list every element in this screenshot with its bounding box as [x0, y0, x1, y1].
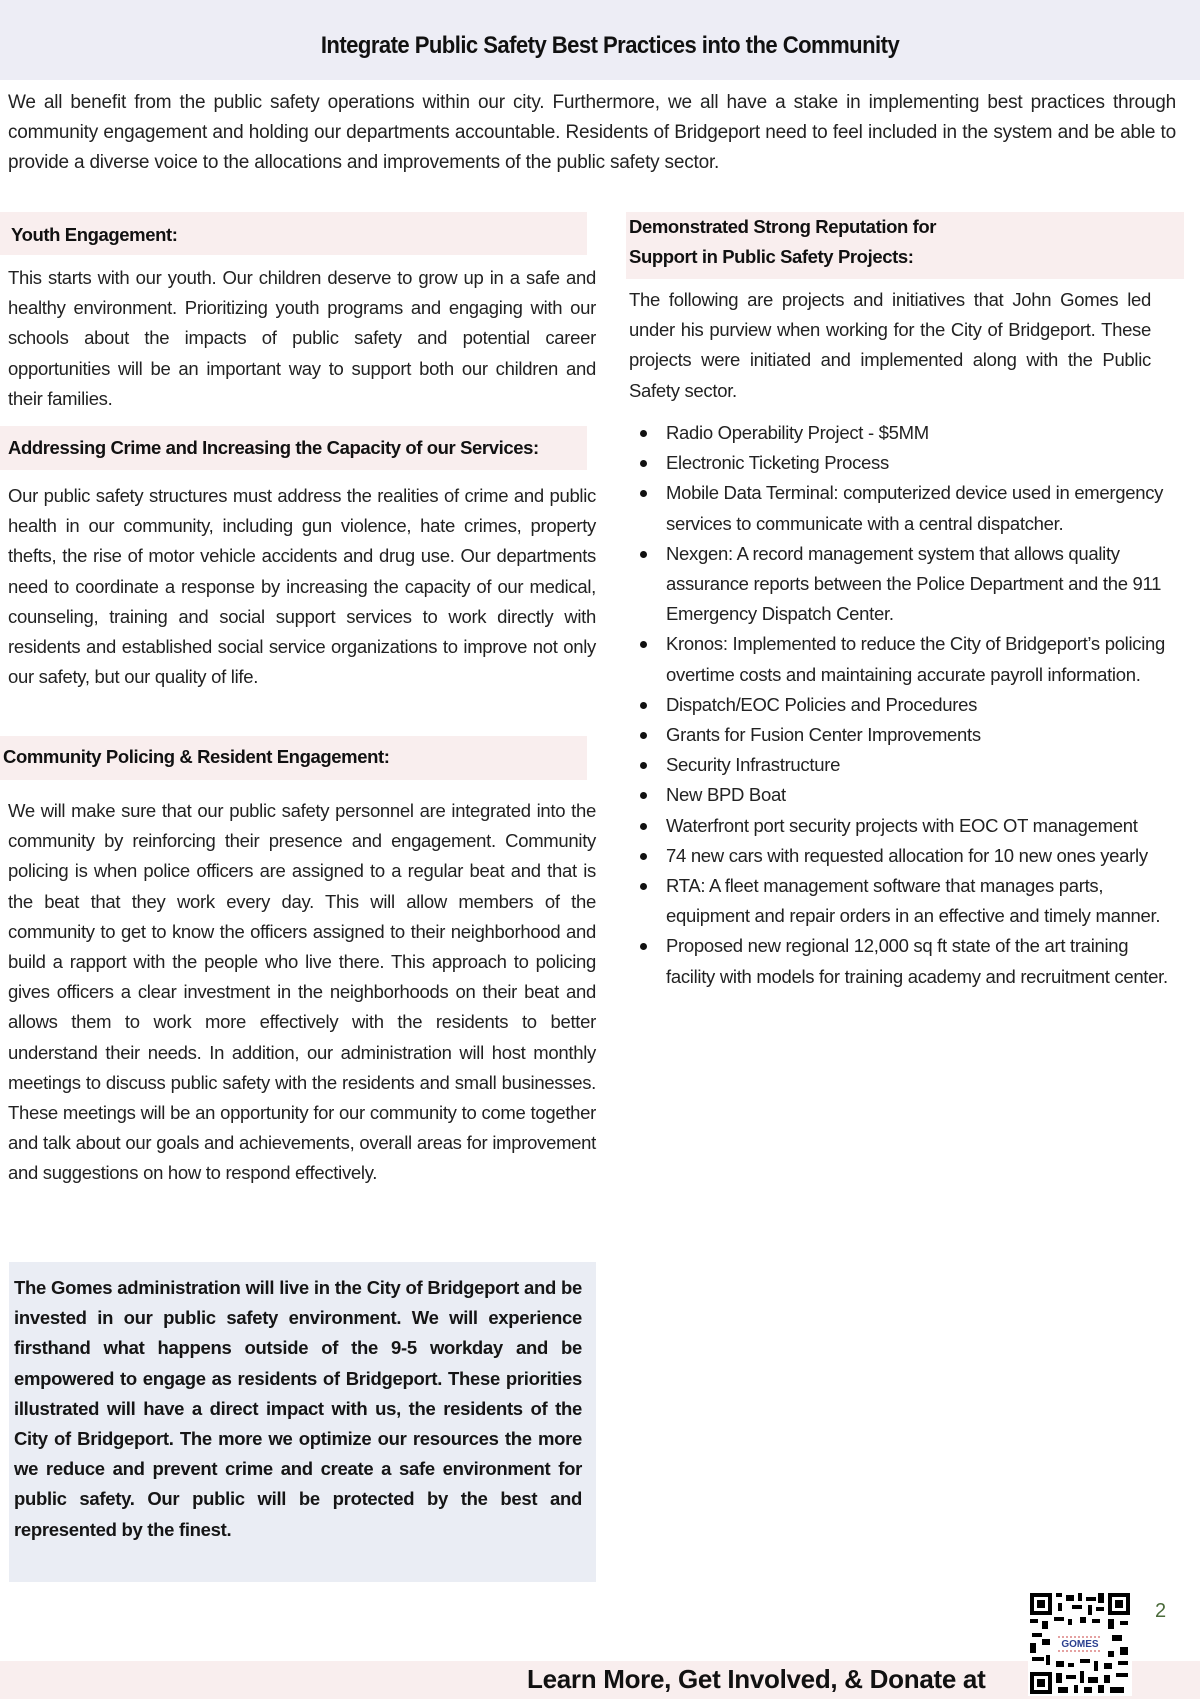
bullet-icon [640, 823, 647, 830]
projects-heading-line1: Demonstrated Strong Reputation for [629, 216, 937, 237]
project-item: Proposed new regional 12,000 sq ft state of the art training facility with models for training academy and recruitment center. [630, 931, 1175, 991]
project-item: Electronic Ticketing Process [630, 448, 1175, 478]
page-title: Integrate Public Safety Best Practices into the Community [320, 32, 900, 59]
bullet-icon [640, 792, 647, 799]
crime-paragraph: Our public safety structures must address the realities of crime and public health in our community, including gun violence, hate crimes, property thefts, the rise of motor vehicle accidents and drug use. Our departments need to coordinate a response by increasing the capacity of our medical, counseling, training and social support services to work directly with residents and established social service organizations to improve not only our safety, but our quality of life. [8, 485, 596, 688]
donate-cta: Learn More, Get Involved, & Donate at [527, 1664, 986, 1694]
bullet-icon [640, 702, 647, 709]
youth-paragraph: This starts with our youth. Our children deserve to grow up in a safe and healthy environment. Prioritizing youth programs and engaging with our schools about the impacts of public safety and potential career opportunities will be an important way to support both our children and their families. [8, 267, 596, 409]
qr-code-icon[interactable] [1028, 1591, 1132, 1696]
bullet-icon [640, 762, 647, 769]
bullet-icon [640, 883, 647, 890]
policing-paragraph: We will make sure that our public safety personnel are integrated into the community by reinforcing their presence and engagement. Community policing is when police officers are assigned to a regular beat and that is the beat that they work every day. This will allow members of the community to get to know the officers assigned to their neighborhood and build a rapport with the people who live there. This approach to policing gives officers a clear investment in the neighborhoods on their beat and allows them to work more effectively with the residents to better understand their needs. In addition, our administration will host monthly meetings to discuss public safety with the residents and small businesses. These meetings will be an opportunity for our community to come together and talk about our goals and achievements, overall areas for improvement and suggestions on how to respond effectively. [8, 800, 596, 1184]
commitment-callout-text: The Gomes administration will live in the City of Bridgeport and be invested in our public safety environment. We will experience firsthand what happens outside of the 9-5 workday and be empowered to engage as residents of Bridgeport. These priorities illustrated will have a direct impact with us, the residents of the City of Bridgeport. The more we optimize our resources the more we reduce and prevent crime and create a safe environment for public safety. Our public will be protected by the best and represented by the finest. [14, 1277, 582, 1540]
bullet-icon [640, 732, 647, 739]
projects-list [630, 418, 1175, 992]
youth-heading: Youth Engagement: [11, 224, 178, 245]
project-item: Kronos: Implemented to reduce the City of Bridgeport’s policing overtime costs and maintaining accurate payroll information. [630, 629, 1175, 689]
bullet-icon [640, 490, 647, 497]
project-item: Dispatch/EOC Policies and Procedures [630, 690, 1175, 720]
crime-heading: Addressing Crime and Increasing the Capacity of our Services: [8, 437, 539, 458]
policing-heading: Community Policing & Resident Engagement: [3, 746, 390, 767]
bullet-icon [640, 853, 647, 860]
bullet-icon [640, 460, 647, 467]
project-item: 74 new cars with requested allocation for 10 new ones yearly [630, 841, 1175, 871]
bullet-icon [640, 551, 647, 558]
bullet-icon [640, 943, 647, 950]
bullet-icon [640, 641, 647, 648]
qr-logo-text: GOMES [1061, 1639, 1099, 1650]
project-item: RTA: A fleet management software that manages parts, equipment and repair orders in an effective and timely manner. [630, 871, 1175, 931]
intro-paragraph: We all benefit from the public safety operations within our city. Furthermore, we all have a stake in implementing best practices through community engagement and holding our departments accountable. Residents of Bridgeport need to feel included in the system and be able to provide a diverse voice to the allocations and improvements of the public safety sector. [8, 92, 1176, 173]
project-item: Nexgen: A record management system that allows quality assurance reports between the Police Department and the 911 Emergency Dispatch Center. [630, 539, 1175, 630]
page-number: 2 [1155, 1600, 1167, 1622]
projects-intro-paragraph: The following are projects and initiatives that John Gomes led under his purview when working for the City of Bridgeport. These projects were initiated and implemented along with the Public Safety sector. [629, 289, 1151, 401]
project-item: Grants for Fusion Center Improvements [630, 720, 1175, 750]
bullet-icon [640, 430, 647, 437]
project-item: Radio Operability Project - $5MM [630, 418, 1175, 448]
project-item: New BPD Boat [630, 780, 1175, 810]
project-item: Mobile Data Terminal: computerized device used in emergency services to communicate with a central dispatcher. [630, 478, 1175, 538]
projects-heading-line2: Support in Public Safety Projects: [629, 246, 914, 267]
project-item: Waterfront port security projects with EOC OT management [630, 811, 1175, 841]
project-item: Security Infrastructure [630, 750, 1175, 780]
